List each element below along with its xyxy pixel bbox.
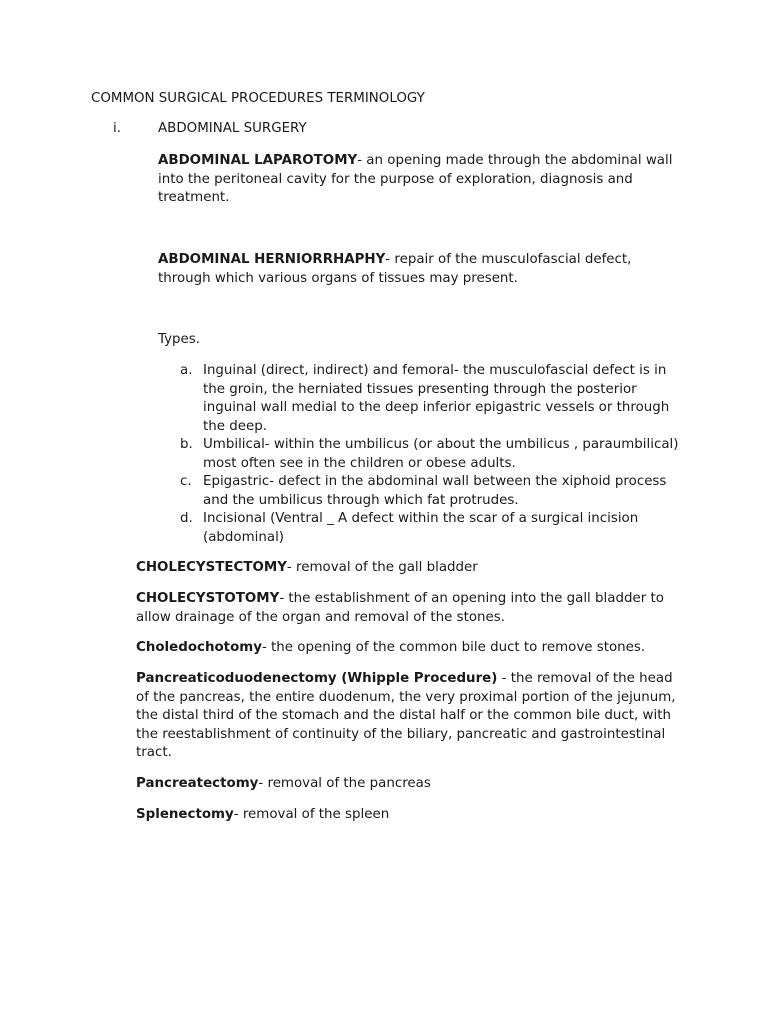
procedure-definition: - removal of the pancreas [258,776,431,791]
procedure-definition: - removal of the gall bladder [286,560,478,575]
definition-text: - an opening made through the abdominal wall into the peritoneal cavity for the purpose of exploration, diagnosis and treatment. [158,153,673,205]
procedure-term: Splenectomy [136,807,234,822]
term-herniorrhaphy: ABDOMINAL HERNIORRHAPHY [158,252,386,267]
list-item-text: Epigastric- defect in the abdominal wall between the xiphoid process and the umbilicus through which fat protrudes. [203,474,667,508]
definition-herniorrhaphy [158,251,678,288]
procedure-term: Pancreatectomy [136,776,259,791]
procedure-term: Pancreaticoduodenectomy (Whipple Procedure) [136,671,498,686]
list-item [180,436,680,473]
procedure-definition: - the removal of the head of the pancreas, the entire duodenum, the very proximal portion of the jejunum, the distal third of the stomach and the distal half or the common bile duct, with the reestablishment of continuity of the biliary, pancreatic and gastrointestinal tract. [136,671,676,760]
term-laparotomy: ABDOMINAL LAPAROTOMY [158,153,358,168]
hernia-types-list [180,362,680,547]
list-marker: d. [180,511,193,526]
list-item [180,362,680,436]
procedure-cholecystectomy [136,559,676,578]
list-item-text: Incisional (Ventral _ A defect within the scar of a surgical incision (abdominal) [203,511,639,545]
procedure-term: CHOLECYSTOTOMY [136,591,280,606]
procedure-definition: - removal of the spleen [233,807,390,822]
procedure-cholecystotomy [136,590,676,627]
types-label: Types. [158,332,200,347]
list-item-text: Umbilical- within the umbilicus (or about the umbilicus , paraumbilical) most often see in the children or obese adults. [203,437,679,471]
list-marker: a. [180,363,193,378]
section-number: i. [113,121,121,136]
procedure-whipple [136,670,676,763]
list-item [180,510,680,547]
procedure-pancreatectomy [136,775,676,794]
procedure-choledochotomy [136,639,676,658]
procedure-definition: - the establishment of an opening into the gall bladder to allow drainage of the organ and removal of the stones. [136,591,664,625]
section-title: ABDOMINAL SURGERY [158,121,307,136]
list-marker: c. [180,474,192,489]
procedure-definition: - the opening of the common bile duct to remove stones. [261,640,646,655]
procedure-term: Choledochotomy [136,640,262,655]
list-item [180,473,680,510]
definition-laparotomy [158,152,678,208]
document-title: COMMON SURGICAL PROCEDURES TERMINOLOGY [91,91,425,106]
procedure-term: CHOLECYSTECTOMY [136,560,287,575]
list-item-text: Inguinal (direct, indirect) and femoral- the musculofascial defect is in the groin, the herniated tissues presenting through the posterior inguinal wall medial to the deep inferior epigastric vessels or through the deep. [203,363,670,434]
procedure-splenectomy [136,806,676,825]
list-marker: b. [180,437,193,452]
definition-text: - repair of the musculofascial defect, through which various organs of tissues may present. [158,252,632,286]
